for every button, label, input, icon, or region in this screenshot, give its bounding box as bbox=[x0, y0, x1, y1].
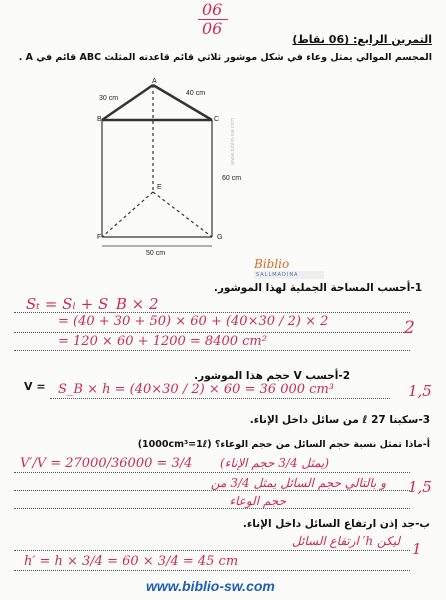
q1-score: 2 bbox=[404, 318, 415, 338]
exercise-intro: المجسم الموالي يمثل وعاء في شكل موشور ثلاثي قائم قاعدته المثلث ABC قائم في A . bbox=[18, 52, 432, 63]
vertex-f: F bbox=[97, 234, 102, 241]
biblio-logo bbox=[254, 257, 324, 279]
label-fg: 50 cm bbox=[146, 250, 166, 257]
q3b-line2: h′ = h × 3/4 = 60 × 3/4 = 45 cm bbox=[24, 554, 239, 569]
q3-prompt: 3-سكبنا 27 ℓ من سائل داخل الإناء. bbox=[249, 414, 430, 426]
exercise-title: التمرين الرابع: (06 نقاط) bbox=[292, 33, 432, 46]
vertex-b: B bbox=[97, 116, 102, 123]
vertex-g: G bbox=[217, 234, 223, 241]
q3b-prompt: ب-جد إذن ارتفاع السائل داخل الإناء. bbox=[242, 518, 430, 530]
label-ac: 40 cm bbox=[186, 90, 206, 97]
figure-watermark: www.biblio-sw.com bbox=[230, 117, 236, 165]
q3a-line2: (يمثل 3/4 حجم الإناء) bbox=[220, 456, 330, 470]
q1-prompt: 1-أحسب المساحة الجملية لهذا الموشور. bbox=[213, 282, 422, 294]
q2-prompt: 2-أحسب V حجم هذا الموشور. bbox=[194, 370, 350, 382]
q3a-line1: V′/V = 27000/36000 = 3/4 bbox=[20, 456, 193, 471]
q3a-line3: و بالتالي حجم السائل يمثل 3/4 من bbox=[210, 476, 386, 490]
q1-line3: = 120 × 60 + 1200 = 8400 cm² bbox=[58, 334, 267, 349]
label-height: 60 cm bbox=[222, 175, 242, 182]
q3a-score: 1,5 bbox=[408, 478, 432, 496]
vertex-a: A bbox=[152, 78, 157, 85]
q1-line1: Sₜ = Sₗ + S_B × 2 bbox=[26, 295, 159, 313]
q2-answer: S_B × h = (40×30 / 2) × 60 = 36 000 cm³ bbox=[58, 382, 334, 397]
logo-name: Biblio bbox=[254, 257, 290, 271]
q2-score: 1,5 bbox=[408, 382, 432, 400]
q3b-line1: ليكن h′ ارتفاع السائل bbox=[291, 534, 400, 548]
logo-sub: SALLMADINA bbox=[254, 271, 324, 279]
q1-line2: = (40 + 30 + 50) × 60 + (40×30 / 2) × 2 bbox=[58, 314, 329, 329]
q3b-score: 1 bbox=[412, 540, 422, 558]
vertex-c: C bbox=[214, 116, 220, 123]
grade-denominator: 06 bbox=[202, 19, 223, 38]
prism-figure bbox=[90, 80, 250, 260]
label-ab: 30 cm bbox=[99, 95, 119, 102]
q3a-prompt: أ-ماذا تمثل نسبة حجم السائل من حجم الوعاء؟ (1000cm³=1ℓ) bbox=[137, 439, 430, 450]
footer-url: www.biblio-sw.com bbox=[146, 578, 275, 594]
q3a-line4: حجم الوعاء bbox=[229, 494, 286, 508]
grade-numerator: 06 bbox=[202, 0, 223, 19]
q2-lhs: V = bbox=[24, 380, 46, 393]
vertex-e: E bbox=[157, 184, 162, 191]
